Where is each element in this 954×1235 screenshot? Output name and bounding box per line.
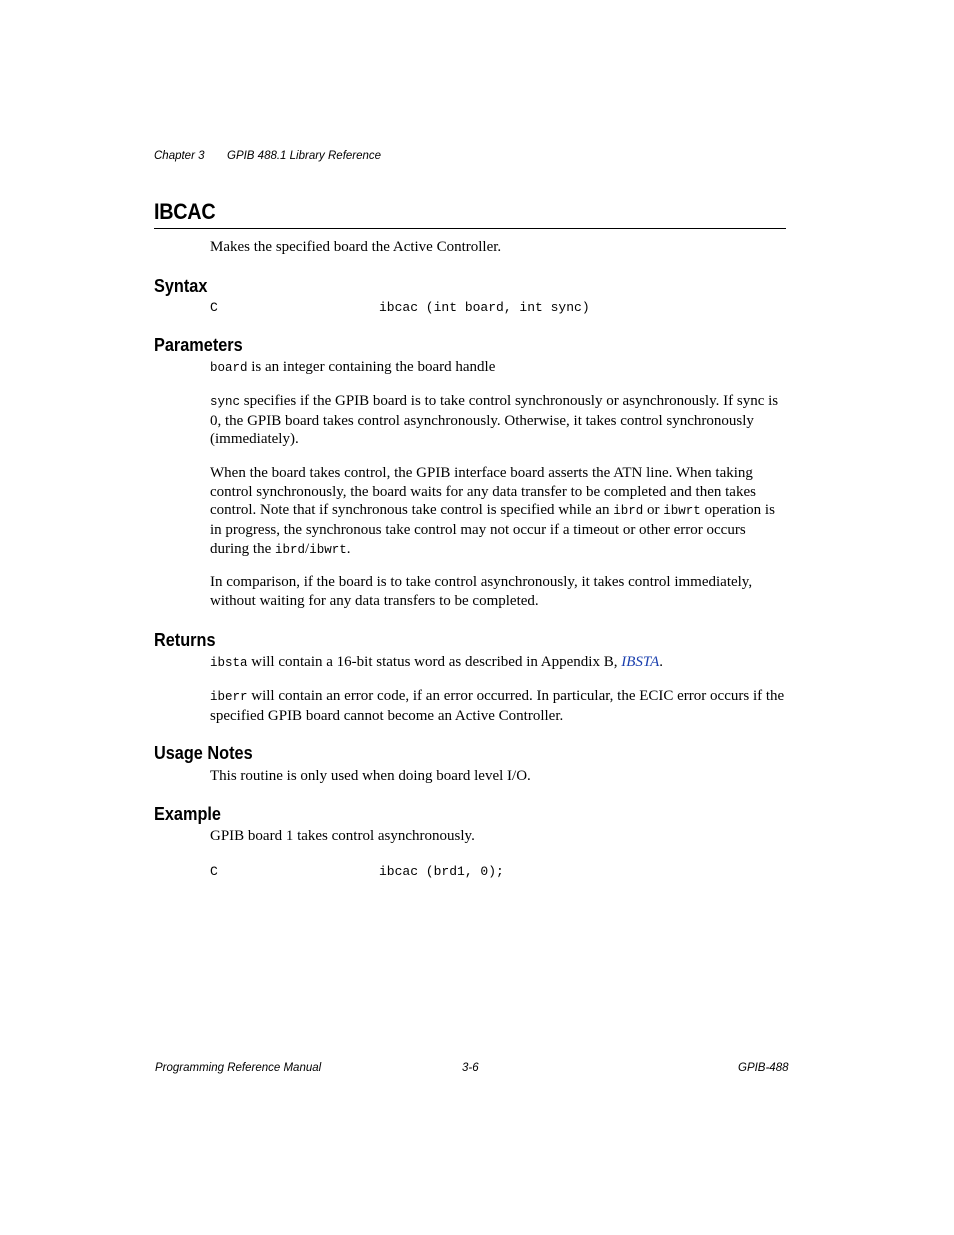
syntax-heading: Syntax [154,275,208,296]
param-sync [210,392,786,449]
returns-heading: Returns [154,629,216,650]
returns-ibsta [210,653,786,673]
header-section: GPIB 488.1 Library Reference [227,150,382,162]
ibsta-link[interactable]: IBSTA [621,654,660,670]
example-text: GPIB board 1 takes control asynchronously. [210,828,475,844]
ibrd-code: ibrd [613,504,644,519]
header-chapter: Chapter 3 [154,150,205,162]
para3-text-b: or [643,502,664,519]
ibsta-code: ibsta [210,656,248,670]
param-board [210,358,786,378]
ibwrt-code-2: ibwrt [309,542,347,557]
sync-code: sync [210,395,241,409]
param-para4: In comparison, if the board is to take control asynchronously, it takes control immediately, without waiting for any data transfers to be completed. [210,574,753,609]
usage-heading: Usage Notes [154,742,253,763]
usage-text: This routine is only used when doing board level I/O. [210,768,531,784]
para3-text-c: operation is in progress, the synchronous take control may not occur if a timeout or other error occurs during the [210,502,775,557]
board-text: is an integer containing the board handle [247,359,496,375]
footer-right: GPIB-488 [738,1062,789,1074]
title-rule [154,228,786,229]
ibrd-code-2: ibrd [275,542,306,557]
ibsta-text: will contain a 16-bit status word as described in Appendix B, [247,654,622,670]
board-code: board [210,361,248,375]
ibsta-end: . [659,654,664,670]
footer-left: Programming Reference Manual [155,1062,322,1074]
page-title: IBCAC [154,199,216,224]
syntax-code: ibcac (int board, int sync) [379,300,590,315]
iberr-code: iberr [210,690,248,704]
returns-iberr [210,687,786,725]
parameters-heading: Parameters [154,334,243,355]
ibwrt-code: ibwrt [663,504,701,519]
para3-text-a: When the board takes control, the GPIB interface board asserts the ATN line. When taking control synchronously, the board waits for any data transfer to be completed and then takes control. Note that if synchronous take control is specified while an [210,465,756,519]
example-heading: Example [154,803,221,824]
param-para3 [210,464,786,560]
iberr-text: will contain an error code, if an error occurred. In particular, the ECIC error occurs if the specified GPIB board cannot become an Active Controller. [210,688,785,724]
para3-slash: / [305,540,310,557]
intro-text: Makes the specified board the Active Controller. [210,239,502,255]
sync-text: specifies if the GPIB board is to take control synchronously or asynchronously. If sync is 0, the GPIB board takes control asynchronously. Otherwise, it takes control synchronously (immediately). [210,393,779,448]
footer-page-number: 3-6 [462,1062,479,1074]
para3-period: . [346,540,351,557]
example-code: ibcac (brd1, 0); [379,864,504,879]
example-lang: C [210,864,218,879]
syntax-lang: C [210,300,218,315]
